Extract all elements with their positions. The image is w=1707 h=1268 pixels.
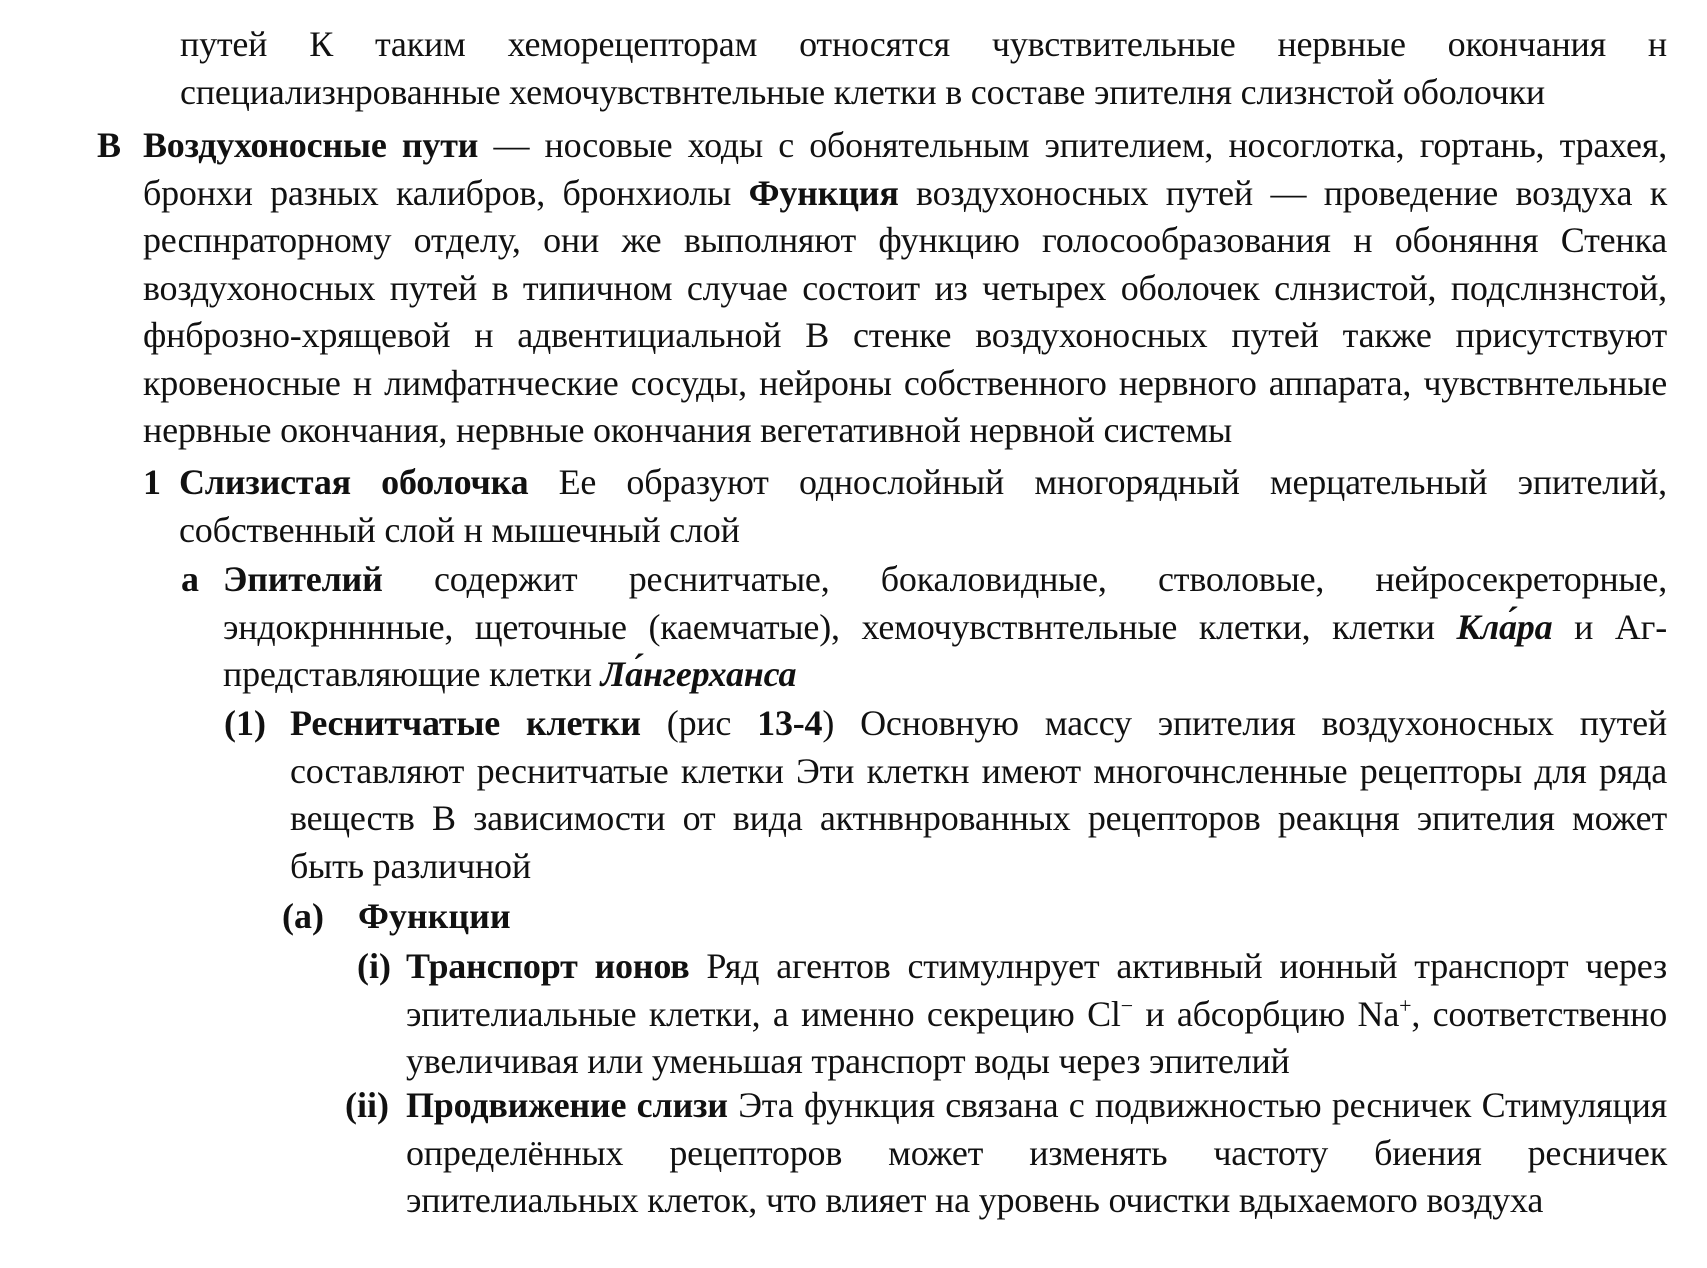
- item-1-paren-title: Реснитчатые клетки: [290, 703, 641, 743]
- section-b-title: Воздухоносные пути: [143, 125, 479, 165]
- item-a-klara: Кла́ра: [1456, 606, 1553, 647]
- item-1-title: Слизистая оболочка: [179, 462, 529, 502]
- intro-text: путей К таким хеморецепторам относятся чувствительные нервные окончания н специализнрованные хемочувствнтельные клетки в составе эпителня слизнстой оболочки: [180, 24, 1667, 112]
- item-1-text: Ее образуют однослойный многорядный мерцательный эпителий, собственный слой н мышечный слой: [179, 462, 1667, 550]
- item-a-langerhans: Ла́нгерханса: [600, 654, 797, 694]
- item-i-label: (i): [357, 946, 391, 986]
- item-a-paragraph: [223, 556, 1667, 699]
- section-b-text-2: воздухоносных путей — проведение воздуха к респнраторному отделу, они же выполняют функцию голосообразования н обоняння Стенка воздухоносных путей в типичном случае состоит из четырех оболочек слнзистой, подслнзнстой, фнброзно-хрящевой н адвентициальной В стенке воздухоносных путей также присутствуют кровеносные н лимфатнческие сосуды, нейроны собственного нервного аппарата, чувствнтельные нервные окончания, нервные окончания вегетативной нервной системы: [143, 172, 1668, 450]
- item-ii-text: Эта функция связана с подвижностью ресничек Стимуляция определённых рецепторов может изменять частоту биения ресничек эпителиальных клеток, что влияет на уровень очистки вдыхаемого воздуха: [406, 1085, 1667, 1220]
- item-i-text-1: Ряд агентов стимулнрует активный ионный транспорт через эпителиальные клетки, а именно секрецию Cl: [406, 946, 1667, 1034]
- item-1-paren-paragraph: [290, 700, 1667, 890]
- intro-paragraph: [180, 21, 1667, 116]
- item-a-paren-title: Функции: [358, 896, 511, 936]
- section-b-text-1: — носовые ходы с обонятельным эпителием, носоглотка, гортань, трахея, бронхи разных калибров, бронхиолы: [143, 125, 1667, 213]
- item-i-text-2: и абсорбцию Na: [1132, 993, 1400, 1034]
- item-1-paren-ref-num: 13-4: [757, 703, 823, 743]
- section-b-paragraph: [143, 122, 1667, 455]
- item-i-paragraph: [406, 943, 1667, 1086]
- item-ii-title: Продвижение слизи: [406, 1085, 728, 1125]
- section-b-function-label: Функция: [748, 172, 899, 213]
- item-1-paren-ref-suffix: ): [822, 703, 835, 743]
- section-b-label: В: [97, 125, 122, 165]
- item-a-label: а: [181, 559, 199, 599]
- item-1-paren-label: (1): [224, 703, 266, 743]
- item-1-label: 1: [143, 462, 161, 502]
- item-1-paren-ref-prefix: (рис: [640, 703, 758, 743]
- item-i-text-3: , соответственно увеличивая или уменьшая транспорт воды через эпителий: [406, 993, 1667, 1081]
- item-i-sup-minus: −: [1120, 992, 1133, 1018]
- item-ii-label: (ii): [345, 1085, 389, 1125]
- item-ii-paragraph: [406, 1082, 1667, 1225]
- item-a-title: Эпителий: [223, 559, 383, 599]
- item-i-title: Транспорт ионов: [406, 946, 690, 986]
- item-a-text-2: и Аг-представляющие клетки: [223, 606, 1667, 694]
- item-i-sup-plus: +: [1399, 992, 1412, 1018]
- item-a-paren-label: (а): [282, 896, 324, 936]
- item-1-paragraph: [179, 459, 1667, 554]
- item-a-text-1: содержит реснитчатые, бокаловидные, стволовые, нейросекреторные, эндокрнннные, щеточные (каемчатые), хемочувствнтельные клетки, клетки: [223, 559, 1667, 647]
- item-1-paren-text: Основную массу эпителия воздухоносных путей составляют реснитчатые клетки Эти клеткн имеют многочнсленные рецепторы для ряда веществ В зависимости от вида актнвнрованных рецепторов реакцня эпителия может быть различной: [290, 703, 1667, 886]
